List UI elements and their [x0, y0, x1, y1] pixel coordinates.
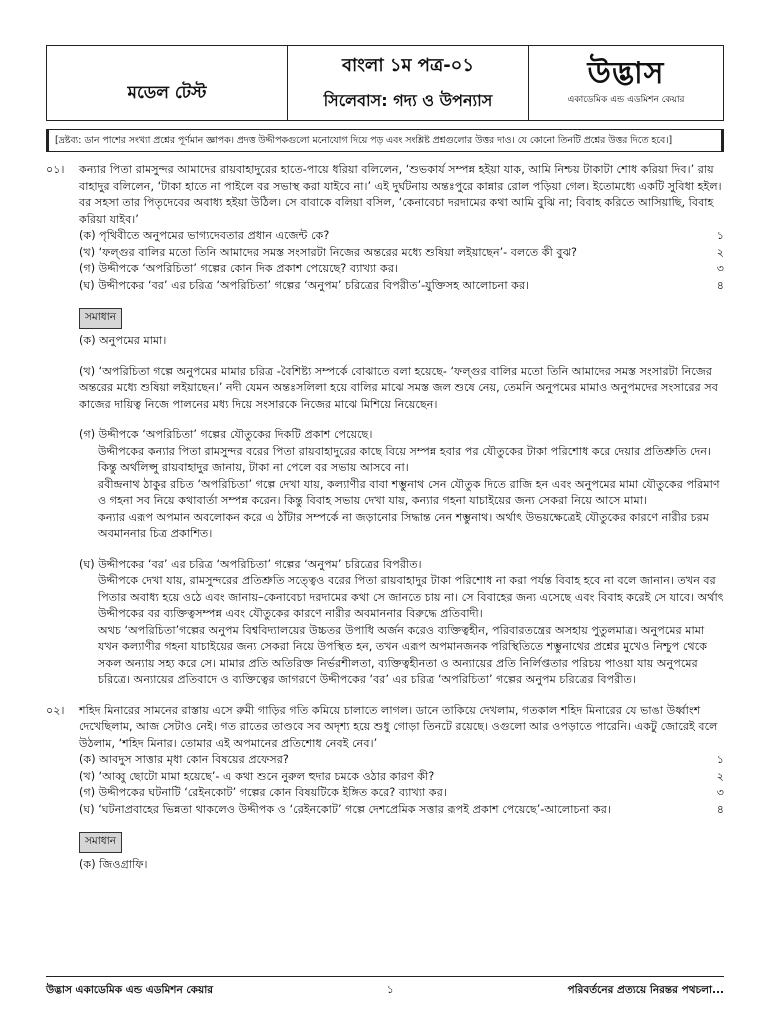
subject-title: বাংলা ১ম পত্র-০১	[341, 55, 475, 76]
question-1	[46, 162, 724, 294]
solution-label: সমাধান	[79, 308, 122, 329]
question-stem: শহিদ মিনারের সামনের রাস্তায় এসে রুমী গাড়ির গতি কমিয়ে চালাতে লাগল। ডানে তাকিয়ে দেখলাম, গতকাল শহিদ মিনারের যে ভাঙা উর্ধ্বাংশ দেখেছিলাম, আজ সেটাও নেই। গত রাতের তাণ্ডবে সব অদৃশ্য হয়ে শুধু গোড়া তিনটে রয়েছে। ওগুলো আর ওপড়াতে পারেনি। একটু জোরেই বলে উঠলাম, ‘শহিদ মিনার। তোমার এই অপমানের প্রতিশোধ নেবই নেব।’	[79, 703, 718, 750]
sub-question: (গ) উদ্দীপকে ‘অপরিচিতা’ গল্পের কোন দিক প্রকাশ পেয়েছে? ব্যাখ্যা কর। ৩	[79, 262, 724, 275]
answer-ka: (ক) জিওগ্রাফি।	[79, 858, 148, 871]
answer-kha: (খ) ‘অপরিচিতা গল্পে অনুপমের মামার চরিত্র -বৈশিষ্ট্য সম্পর্কে বোঝাতে বলা হয়েছে- ‘ফল্গুর বালির মতো তিনি আমাদের সমস্ত সংসারটা নিজের অন্তরের মধ্যে শুষিয়া লইয়াছেন।’ নদী যেমন অন্তঃসলিলা হয়ে বালির মাঝে সমস্ত জল শুষে নেয়, তেমনি অনুপমের মামাও অনুপমদের সংসারের সব কাজের দায়িত্ব নিজে পালনের মধ্য দিয়ে সংসারকে নিজের মাঝে মিশিয়ে নিয়েছেন।	[79, 364, 718, 411]
question-stem: কন্যার পিতা রামসুন্দর আমাদের রায়বাহাদুরের হাতে-পায়ে ধরিয়া বলিলেন, ‘শুভকার্য সম্পন্ন হইয়া যাক, আমি নিশ্চয় টাকাটা শোধ করিয়া দিব।’ রায় বাহাদুর বলিলেন, ‘টাকা হাতে না পাইলে বর সভাস্থ করা যাইবে না।’ এই দুর্ঘটনায় অন্তঃপুরে কান্নার রোল পড়িয়া গেল। ইতোমধ্যে একটি সুবিধা হইল। বর সহসা তার পিতৃদেবের অবাধ্য হইয়া উঠিল। সে বাবাকে বলিয়া বসিল, ‘কেনাবেচা দরদামের কথা আমি বুঝি না; বিবাহ করিতে আসিয়াছি, বিবাহ করিয়া যাইব।’	[79, 163, 722, 226]
subject-cell	[288, 46, 529, 120]
answer-2	[79, 857, 724, 874]
answer-ka: (ক) অনুপমের মামা।	[79, 334, 167, 347]
page-number: ১	[386, 984, 394, 996]
question-2	[46, 703, 724, 819]
sub-question: (গ) উদ্দীপকের ঘটনাটি ‘রেইনকোট’ গল্পের কোন বিষয়টিকে ইঙ্গিত করে? ব্যাখ্যা কর। ৩	[79, 786, 724, 799]
answer-gha: (ঘ) উদ্দীপকের ‘বর’ এর চরিত্র ‘অপরিচিতা’ গল্পের ‘অনুপম’ চরিত্রের বিপরীত। উদ্দীপকে দেখা যায়, রামসুন্দরের প্রতিশ্রুতি সত্ত্বেও বরের পিতা রায়বাহাদুর টাকা পরিশোধ না করা পর্যন্ত বিবাহ হবে না বলে জানান। তখন বর পিতার অবাধ্য হয়ে ওঠে এবং জানায়–কেনাবেচা দরদামের কথা সে জানতে চায় না। সে বিবাহের জন্য এসেছে এবং বিবাহ করেই সে যাবে। অর্থাৎ উদ্দীপকের বর ব্যক্তিত্বসম্পন্ন এবং যৌতুকের কারণে নারীর অবমাননার বিরুদ্ধে প্রতিবাদী। অথচ ‘অপরিচিতা’গল্পের অনুপম বিশ্ববিদ্যালয়ের উচ্চতর উপাধি অর্জন করেও ব্যক্তিত্বহীন, পরিবারতন্ত্রের অসহায় পুতুলমাত্র। অনুপমের মামা যখন কল্যাণীর গহনা যাচাইয়ের জন্য সেকরা নিয়ে উপস্থিত হন, তখন এরূপ অপমানজনক পরিস্থিতিতে শম্ভুনাথের প্রশ্নের মুখেও নিশ্চুপ থেকে সকল অন্যায় সহ্য করে সে। মামার প্রতি অতিরিক্ত নির্ভরশীলতা, ব্যক্তিত্বহীনতা ও অন্যায়ের প্রতি নির্লিপ্ততার পরিচয় পাওয়া যায় অনুপমের চরিত্রে। অন্যায়ের প্রতিবাদে ও ব্যক্তিত্বের জাগরণে উদ্দীপকের ‘বর’ এর চরিত্র ‘অপরিচিতা’ গল্পের অনুপম চরিত্রের বিপরীত।	[79, 557, 724, 686]
sub-question: (ঘ) ‘ঘটনাপ্রবাহের ভিন্নতা থাকলেও উদ্দীপক ও ‘রেইনকোট’ গল্পে দেশপ্রেমিক সত্তার রূপই প্রকাশ পেয়েছে’-আলোচনা কর। ৪	[79, 802, 724, 816]
syllabus-title: সিলেবাস: গদ্য ও উপন্যাস	[323, 91, 493, 110]
question-number: ০২।	[46, 703, 65, 717]
answer-ga: (গ) উদ্দীপকে ‘অপরিচিতা’ গল্পের যৌতুকের দিকটি প্রকাশ পেয়েছে। উদ্দীপকের কন্যার পিতা রামসুন্দর বরের পিতা রায়বাহাদুরের কাছে বিয়ে সম্পন্ন হবার পর যৌতুকের টাকা পরিশোধ করে দেয়ার প্রতিশ্রুতি দেন। কিন্তু অর্থলিপ্সু রায়বাহাদুর জানায়, টাকা না পেলে বর সভায় আসবে না। রবীন্দ্রনাথ ঠাকুর রচিত ‘অপরিচিতা’ গল্পে দেখা যায়, কল্যাণীর বাবা শম্ভুনাথ সেন যৌতুক দিতে রাজি হন এবং অনুপমের মামা যৌতুকের পরিমাণ ও গহনা সব নিয়ে কথাবার্তা সম্পন্ন করেন। কিন্তু বিবাহ সভায় দেখা যায়, কন্যার গহনা যাচাইয়ের জন্য সেকরা নিয়ে আসে মামা। কন্যার এরূপ অপমান অবলোকন করে এ ঠাঁটার সম্পর্কে না জড়ানোর সিদ্ধান্ত নেন শম্ভুনাথ। অর্থাৎ উভয়ক্ষেত্রেই যৌতুকের কারণে নারীর চরম অবমাননার চিত্র প্রকাশিত।	[79, 428, 720, 540]
page	[46, 45, 724, 874]
sub-question: (ঘ) উদ্দীপকের ‘বর’ এর চরিত্র ‘অপরিচিতা’ গল্পের ‘অনুপম’ চরিত্রের বিপরীত’-যুক্তিসহ আলোচনা কর। ৪	[79, 278, 724, 292]
sub-question: (খ) ‘আব্বু ছোটো মামা হয়েছে’- এ কথা শুনে নুরুল হুদার চমকে ওঠার কারণ কী? ২	[79, 769, 724, 783]
sub-question: (ক) পৃথিবীতে অনুপমের ভাগ্যদেবতার প্রধান এজেন্ট কে? ১	[79, 229, 724, 242]
sub-question: (ক) আবদুস সাত্তার মৃধা কোন বিষয়ের প্রফেসর? ১	[79, 753, 724, 766]
logo-subtitle: একাডেমিক এন্ড এডমিশন কেয়ার	[567, 95, 685, 105]
solution-label: সমাধান	[79, 832, 122, 853]
footer-slogan: পরিবর্তনের প্রত্যয়ে নিরন্তর পথচলা...	[567, 984, 724, 996]
logo: উদ্ভাস	[587, 56, 665, 91]
header-box	[46, 45, 724, 121]
footer	[46, 976, 724, 1000]
question-number: ০১।	[46, 163, 65, 176]
logo-cell	[529, 46, 723, 120]
sub-question: (খ) ‘ফল্গুর বালির মতো তিনি আমাদের সমস্ত সংসারটা নিজের অন্তরের মধ্যে শুষিয়া লইয়াছেন’- বলতে কী বুঝ? ২	[79, 245, 724, 259]
answer-1	[79, 333, 724, 689]
model-test-title: মডেল টেস্ট	[47, 46, 288, 120]
footer-brand: উদ্ভাস একাডেমিক এন্ড এডমিশন কেয়ার	[46, 984, 214, 996]
instruction-notice: [দ্রষ্টব্য: ডান পাশের সংখ্যা প্রশ্নের পূর্ণমান জ্ঞাপক। প্রদত্ত উদ্দীপকগুলো মনোযোগ দিয়ে পড় এবং সংশ্লিষ্ট প্রশ্নগুলোর উত্তর দাও। যে কোনো তিনটি প্রশ্নের উত্তর দিতে হবে।]	[46, 129, 724, 152]
